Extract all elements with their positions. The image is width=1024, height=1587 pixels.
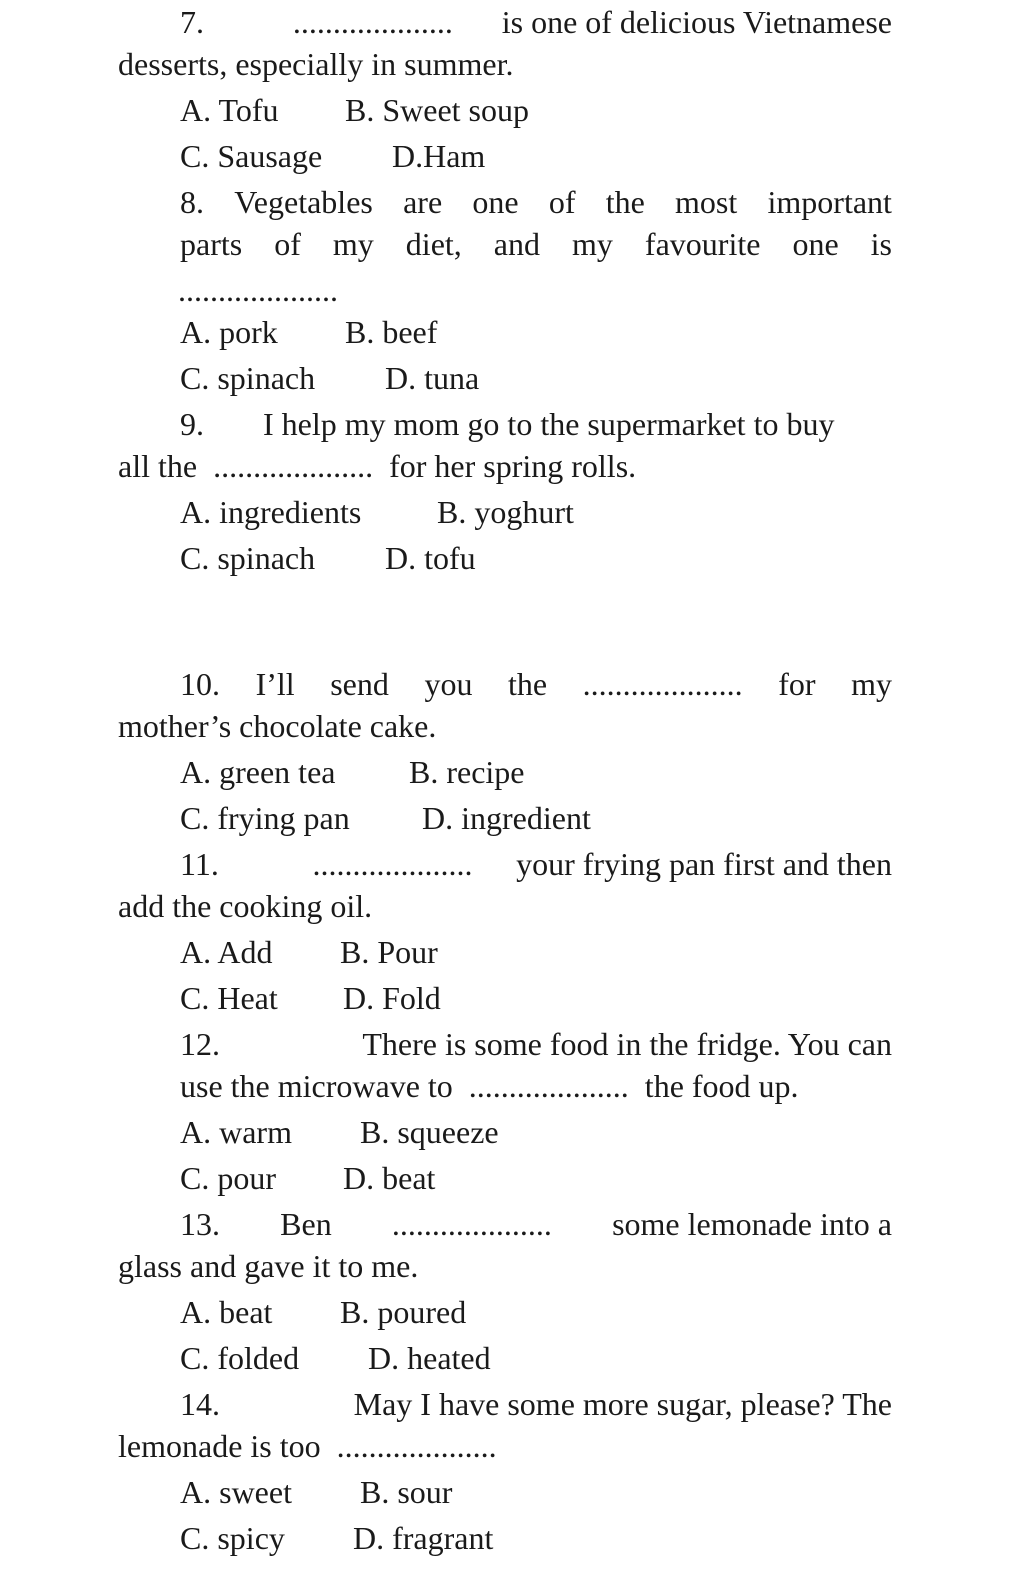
option-c: C. spinach [180, 540, 316, 576]
word: one [792, 226, 839, 262]
word: favourite [644, 226, 761, 262]
word: the [605, 184, 645, 220]
option-b: B. sour [360, 1474, 453, 1510]
question-number: 13. [180, 1206, 220, 1242]
option-d: D. fragrant [353, 1520, 494, 1556]
question-text: There is some food in the fridge. You can [362, 1026, 892, 1062]
question-text: Ben [280, 1206, 332, 1242]
question-number: 14. [180, 1386, 220, 1422]
option-c: C. Heat [180, 980, 278, 1016]
question-text: desserts, especially in summer. [118, 46, 514, 82]
option-d: D. Fold [343, 980, 441, 1016]
option-b: B. recipe [409, 754, 525, 790]
option-b: B. Sweet soup [345, 92, 529, 128]
option-c: C. spicy [180, 1520, 285, 1556]
option-c: C. Sausage [180, 138, 323, 174]
answer-blank: .................... [312, 846, 473, 882]
question-number: 7. [180, 4, 204, 40]
word: the [508, 666, 548, 702]
option-c: C. frying pan [180, 800, 350, 836]
word: one [472, 184, 519, 220]
question-text: May I have some more sugar, please? The [353, 1386, 892, 1422]
question-number: 8. [180, 184, 204, 220]
option-a: A. ingredients [180, 494, 362, 530]
option-c: C. pour [180, 1160, 276, 1196]
question-text: for her spring rolls. [389, 448, 637, 484]
question-text: use the microwave to [180, 1068, 453, 1104]
option-a: A. warm [180, 1114, 292, 1150]
option-a: A. sweet [180, 1474, 292, 1510]
question-text: is one of delicious Vietnamese [501, 4, 892, 40]
option-b: B. poured [340, 1294, 467, 1330]
answer-blank: .................... [178, 272, 338, 308]
word: important [767, 184, 892, 220]
question-number: 9. [180, 406, 204, 442]
option-c: C. folded [180, 1340, 300, 1376]
option-d: D.Ham [392, 138, 486, 174]
answer-blank: .................... [391, 1206, 552, 1242]
option-d: D. ingredient [422, 800, 591, 836]
option-c: C. spinach [180, 360, 316, 396]
word: send [330, 666, 389, 702]
question-text: glass and gave it to me. [118, 1248, 419, 1284]
option-b: B. Pour [340, 934, 438, 970]
question-text: the food up. [644, 1068, 799, 1104]
option-a: A. Tofu [180, 92, 279, 128]
answer-blank: .................... [292, 4, 453, 40]
option-b: B. squeeze [360, 1114, 499, 1150]
word: is [870, 226, 892, 262]
word: parts [180, 226, 243, 262]
question-text: I help my mom go to the supermarket to buy [263, 406, 835, 442]
word: you [424, 666, 473, 702]
option-d: D. tuna [385, 360, 480, 396]
answer-blank: .................... [213, 448, 374, 484]
question-number: 10. [180, 666, 220, 702]
option-d: D. beat [343, 1160, 436, 1196]
option-d: D. heated [368, 1340, 491, 1376]
option-a: A. green tea [180, 754, 336, 790]
word: I’ll [255, 666, 295, 702]
question-text: mother’s chocolate cake. [118, 708, 437, 744]
word: of [548, 184, 576, 220]
option-a: A. pork [180, 314, 278, 350]
word: my [332, 226, 374, 262]
answer-blank: .................... [582, 666, 743, 702]
question-text: lemonade is too [118, 1428, 321, 1464]
word: for [778, 666, 816, 702]
word: of [274, 226, 301, 262]
word: and [493, 226, 540, 262]
word: are [403, 184, 443, 220]
option-d: D. tofu [385, 540, 476, 576]
option-b: B. yoghurt [437, 494, 574, 530]
word: diet, [405, 226, 462, 262]
question-number: 11. [180, 846, 219, 882]
word: Vegetables [234, 184, 373, 220]
question-text: add the cooking oil. [118, 888, 373, 924]
answer-blank: .................... [468, 1068, 629, 1104]
answer-blank: .................... [336, 1428, 497, 1464]
question-number: 12. [180, 1026, 220, 1062]
word: most [675, 184, 738, 220]
question-text: your frying pan first and then [516, 846, 892, 882]
question-text: all the [118, 448, 198, 484]
word: my [851, 666, 892, 702]
option-a: A. beat [180, 1294, 273, 1330]
word: my [572, 226, 613, 262]
question-text: some lemonade into a [612, 1206, 892, 1242]
option-a: A. Add [180, 934, 273, 970]
option-b: B. beef [345, 314, 438, 350]
